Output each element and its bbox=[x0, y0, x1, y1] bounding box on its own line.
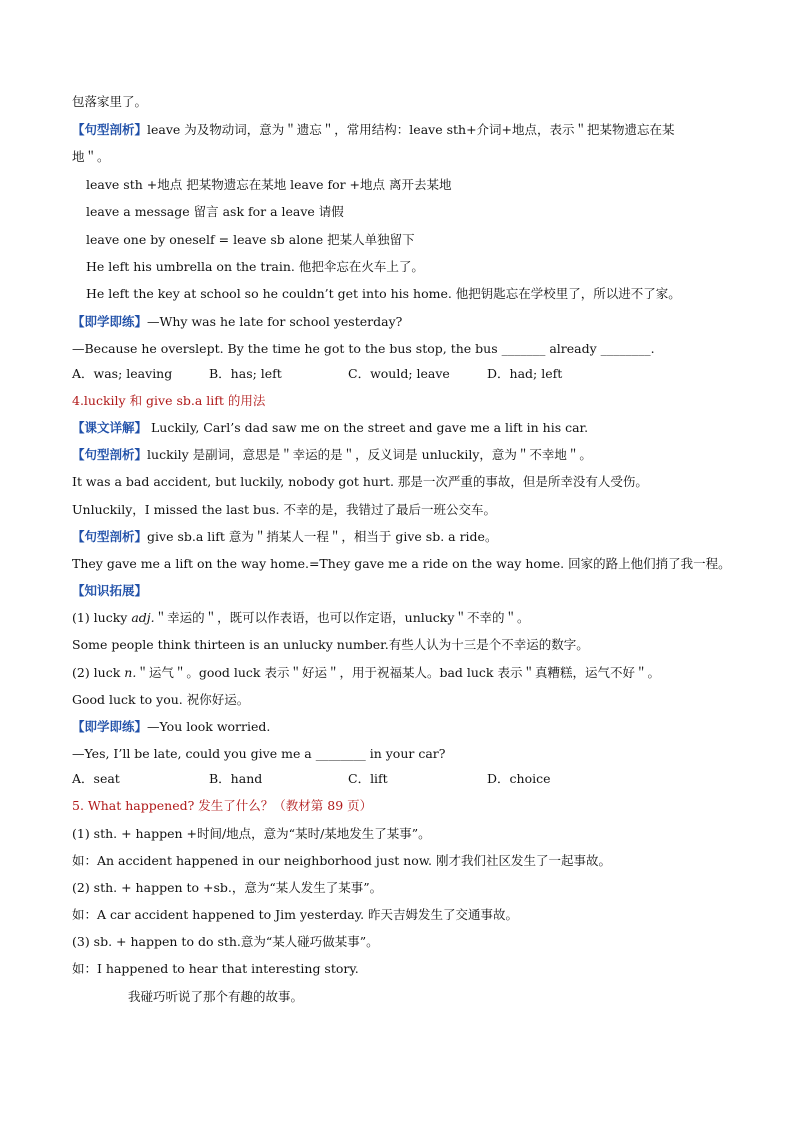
text-line: Some people think thirteen is an unlucky number.有些人认为十三是个不幸运的数字。 bbox=[72, 637, 589, 652]
section-line bbox=[72, 582, 147, 600]
text-line: They gave me a lift on the way home.=They gave me a ride on the way home. 回家的路上他们捎了我一程。 bbox=[72, 556, 731, 571]
section-tag: 【课文详解】 bbox=[72, 420, 148, 435]
text-line: He left his umbrella on the train. 他把伞忘在火车上了。 bbox=[86, 259, 424, 274]
answer-option: A．was; leaving bbox=[72, 366, 173, 381]
section-tag: 【即学即练】 bbox=[72, 719, 148, 734]
answer-option: C．would; leave bbox=[348, 366, 450, 381]
question-line: —Yes, I’ll be late, could you give me a ________ in your car? bbox=[72, 746, 446, 761]
section-line: 【即学即练】—Why was he late for school yesterday? bbox=[72, 314, 403, 329]
section-tag: 【即学即练】 bbox=[72, 314, 148, 329]
text-line: leave one by oneself = leave sb alone 把某人单独留下 bbox=[86, 232, 415, 247]
text-line: It was a bad accident, but luckily, nobody got hurt. 那是一次严重的事故，但是所幸没有人受伤。 bbox=[72, 474, 648, 489]
section-line: 【即学即练】—You look worried. bbox=[72, 719, 271, 734]
section-line: 【句型剖析】give sb.a lift 意为＂捎某人一程＂，相当于 give sb. a ride。 bbox=[72, 529, 498, 544]
answer-option: D．had; left bbox=[487, 366, 563, 381]
text-line: (3) sb. + happen to do sth.意为“某人碰巧做某事”。 bbox=[72, 934, 379, 949]
section-tag: 【句型剖析】 bbox=[72, 122, 148, 137]
text-line: Good luck to you. 祝你好运。 bbox=[72, 692, 250, 707]
section-line: 【句型剖析】leave 为及物动词，意为＂遗忘＂，常用结构：leave sth+介词+地点，表示＂把某物遗忘在某 bbox=[72, 122, 675, 137]
section-heading: 4.luckily 和 give sb.a lift 的用法 bbox=[72, 393, 266, 408]
answer-option: D．choice bbox=[487, 771, 551, 786]
text-line: 如：An accident happened in our neighborhood just now. 刚才我们社区发生了一起事故。 bbox=[72, 853, 611, 868]
answer-option: A．seat bbox=[72, 771, 120, 786]
text-line: He left the key at school so he couldn’t get into his home. 他把钥匙忘在学校里了，所以进不了家。 bbox=[86, 286, 681, 301]
section-line: 【课文详解】 Luckily, Carl’s dad saw me on the street and gave me a lift in his car. bbox=[72, 420, 589, 435]
text-line: leave sth +地点 把某物遗忘在某地 leave for +地点 离开去某地 bbox=[86, 177, 452, 192]
text-line: 如：A car accident happened to Jim yesterday. 昨天吉姆发生了交通事故。 bbox=[72, 907, 519, 922]
text-line: 包落家里了。 bbox=[72, 94, 148, 109]
text-line: (1) lucky adj.＂幸运的＂，既可以作表语，也可以作定语，unlucky＂不幸的＂。 bbox=[72, 610, 530, 625]
answer-option: C．lift bbox=[348, 771, 388, 786]
answer-option: B．has; left bbox=[209, 366, 282, 381]
text-line: (2) sth. + happen to +sb.，意为“某人发生了某事”。 bbox=[72, 880, 383, 895]
text-line: Unluckily，I missed the last bus. 不幸的是，我错过了最后一班公交车。 bbox=[72, 502, 496, 517]
text-line: (2) luck n.＂运气＂。good luck 表示＂好运＂，用于祝福某人。bad luck 表示＂真糟糕，运气不好＂。 bbox=[72, 665, 660, 680]
text-line: 地＂。 bbox=[72, 149, 110, 164]
section-tag: 【句型剖析】 bbox=[72, 447, 148, 462]
answer-option: B．hand bbox=[209, 771, 263, 786]
question-line: —Because he overslept. By the time he got to the bus stop, the bus _______ already ________. bbox=[72, 341, 655, 356]
text-line: leave a message 留言 ask for a leave 请假 bbox=[86, 204, 344, 219]
section-tag: 【句型剖析】 bbox=[72, 529, 148, 544]
text-line: (1) sth. + happen +时间/地点，意为“某时/某地发生了某事”。 bbox=[72, 826, 431, 841]
text-line: 我碰巧听说了那个有趣的故事。 bbox=[128, 989, 304, 1004]
section-tag: 【知识拓展】 bbox=[72, 583, 148, 598]
text-line: 如：I happened to hear that interesting story. bbox=[72, 961, 359, 976]
section-heading: 5. What happened? 发生了什么？（教材第 89 页） bbox=[72, 798, 373, 813]
section-line: 【句型剖析】luckily 是副词，意思是＂幸运的是＂，反义词是 unluckily，意为＂不幸地＂。 bbox=[72, 447, 592, 462]
